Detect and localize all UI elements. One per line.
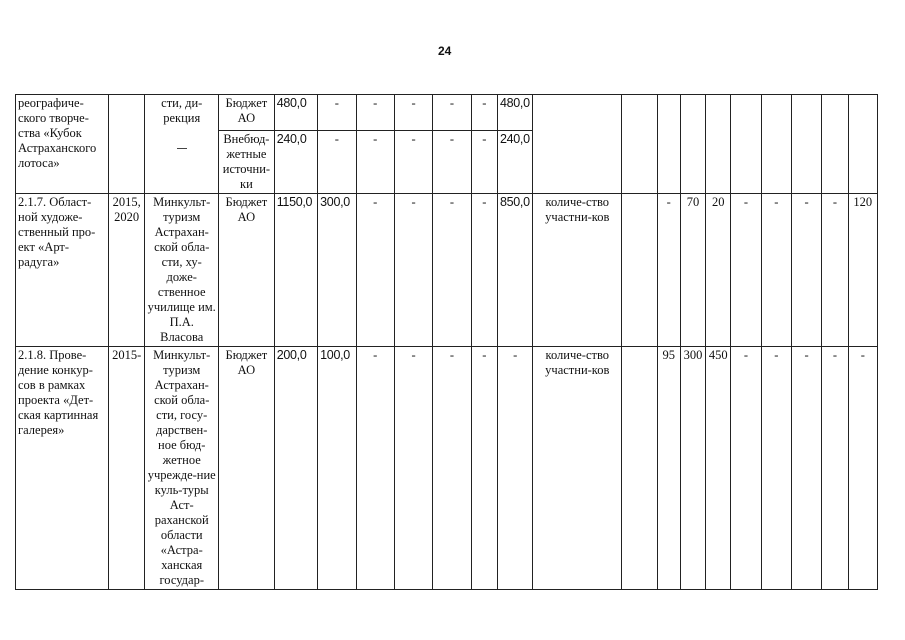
funding-2016: - <box>356 95 394 131</box>
measure-name: 2.1.8. Прове-дение конкур-сов в рамках проекта «Дет-ская картинная галерея» <box>16 347 109 590</box>
indicator-value <box>791 95 821 194</box>
funding-total: 200,0 <box>274 347 317 590</box>
funding-2016: - <box>356 194 394 347</box>
indicator-value <box>731 95 761 194</box>
funding-2017: - <box>394 131 432 194</box>
funding-total: 240,0 <box>274 131 317 194</box>
funding-2020: 240,0 <box>497 131 532 194</box>
funding-2016: - <box>356 131 394 194</box>
table-row <box>16 95 878 131</box>
table-row <box>16 194 878 347</box>
funding-2020: - <box>497 347 532 590</box>
funding-2017: - <box>394 95 432 131</box>
indicator-value <box>622 95 657 194</box>
funding-2016: - <box>356 347 394 590</box>
funding-2018: - <box>433 131 471 194</box>
program-table <box>15 94 878 590</box>
indicator-value: - <box>822 194 848 347</box>
indicator-value <box>761 95 791 194</box>
indicator-value: - <box>822 347 848 590</box>
indicator-value <box>657 95 680 194</box>
measure-years: 2015- <box>108 347 144 590</box>
indicator-value <box>622 194 657 347</box>
indicator-name: количе-ство участни-ков <box>533 194 622 347</box>
measure-name: 2.1.7. Област-ной художе-ственный про-ект «Арт-радуга» <box>16 194 109 347</box>
indicator-value: - <box>657 194 680 347</box>
funding-2015: 300,0 <box>318 194 356 347</box>
underline-mark <box>177 148 187 149</box>
indicator-value: - <box>848 347 877 590</box>
indicator-name <box>533 95 622 194</box>
funding-source: Бюджет АО <box>219 194 275 347</box>
indicator-value: 450 <box>706 347 731 590</box>
funding-2015: 100,0 <box>318 347 356 590</box>
indicator-value: - <box>731 347 761 590</box>
funding-total: 480,0 <box>274 95 317 131</box>
indicator-value: - <box>791 347 821 590</box>
indicator-value <box>622 347 657 590</box>
indicator-value: 120 <box>848 194 877 347</box>
funding-2015: - <box>318 131 356 194</box>
indicator-value: - <box>761 194 791 347</box>
indicator-value: - <box>731 194 761 347</box>
measure-years <box>108 95 144 194</box>
funding-source: Бюджет АО <box>219 95 275 131</box>
indicator-value <box>822 95 848 194</box>
funding-2020: 480,0 <box>497 95 532 131</box>
indicator-value: 20 <box>706 194 731 347</box>
measure-executor: Минкульт-туризм Астрахан-ской обла-сти, госу-дарствен-ное бюд-жетное учрежде-ние куль-туры Аст-раханской области «Астра-ханская государ- <box>145 347 219 590</box>
funding-2018: - <box>433 95 471 131</box>
indicator-name: количе-ство участни-ков <box>533 347 622 590</box>
measure-years: 2015, 2020 <box>108 194 144 347</box>
indicator-value: 300 <box>680 347 705 590</box>
indicator-value: 70 <box>680 194 705 347</box>
funding-total: 1150,0 <box>274 194 317 347</box>
indicator-value <box>706 95 731 194</box>
funding-2015: - <box>318 95 356 131</box>
funding-source: Внебюд-жетные источни-ки <box>219 131 275 194</box>
funding-2019: - <box>471 95 497 131</box>
funding-2020: 850,0 <box>497 194 532 347</box>
funding-2019: - <box>471 194 497 347</box>
measure-name: реографиче-ского творче-ства «Кубок Астраханского лотоса» <box>16 95 109 194</box>
page-number: 24 <box>438 44 452 58</box>
funding-source: Бюджет АО <box>219 347 275 590</box>
indicator-value: - <box>791 194 821 347</box>
funding-2017: - <box>394 347 432 590</box>
table-row <box>16 347 878 590</box>
funding-2018: - <box>433 194 471 347</box>
funding-2019: - <box>471 131 497 194</box>
indicator-value: 95 <box>657 347 680 590</box>
funding-2019: - <box>471 347 497 590</box>
indicator-value <box>848 95 877 194</box>
indicator-value: - <box>761 347 791 590</box>
measure-executor: Минкульт-туризм Астрахан-ской обла-сти, ху-доже-ственное училище им. П.А. Власова <box>145 194 219 347</box>
indicator-value <box>680 95 705 194</box>
funding-2017: - <box>394 194 432 347</box>
measure-executor: сти, ди-рекция <box>145 95 219 194</box>
funding-2018: - <box>433 347 471 590</box>
